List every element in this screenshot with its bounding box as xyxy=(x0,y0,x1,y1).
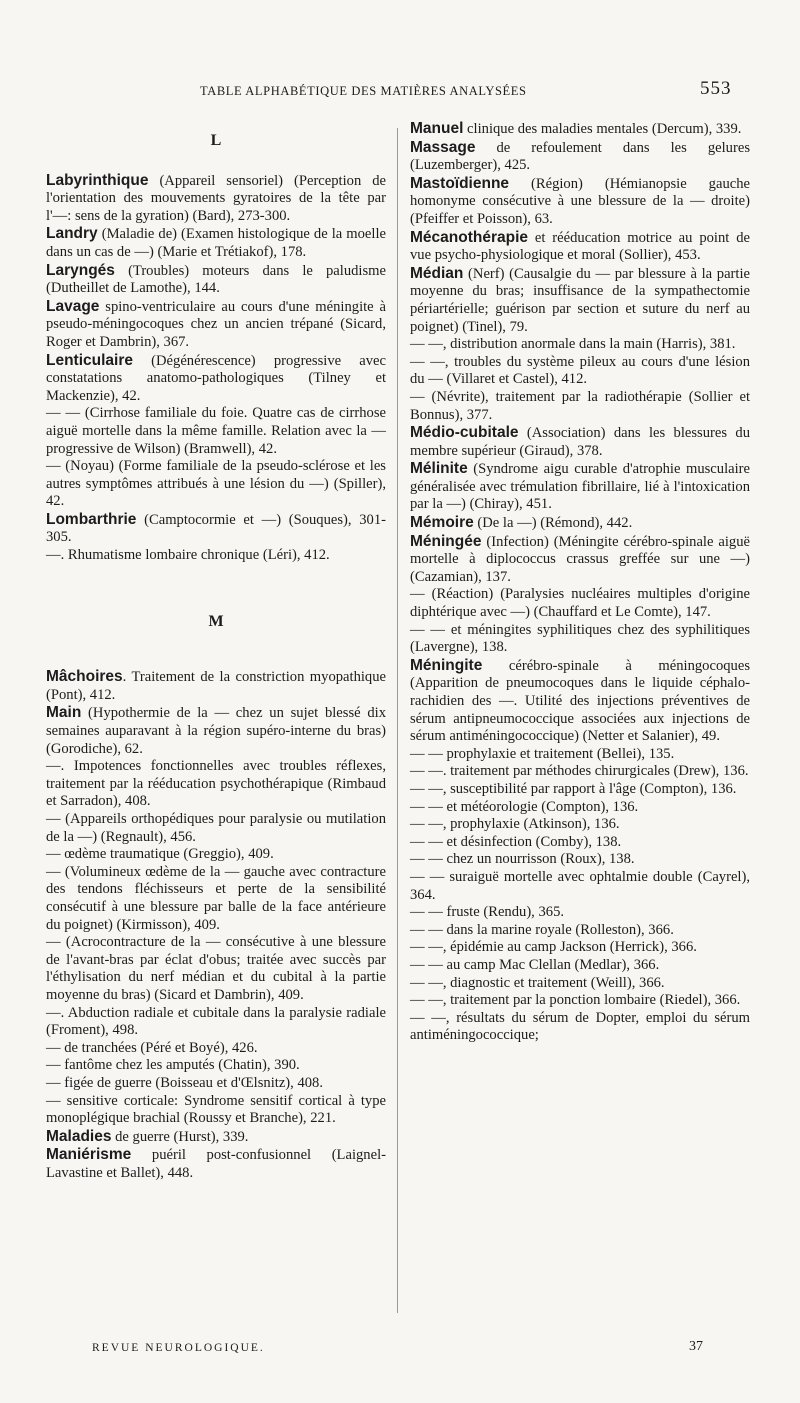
entry-headword: Manuel xyxy=(410,120,464,137)
entry-text: clinique des maladies mentales (Dercum), 339. xyxy=(463,121,742,137)
entry-headword: Mélinite xyxy=(410,460,468,478)
index-entry xyxy=(46,934,386,1004)
index-entry xyxy=(410,424,750,460)
entry-text: — — dans la marine royale (Rolleston), 366. xyxy=(410,921,674,938)
entry-headword: Massage xyxy=(410,138,476,156)
entry-text: (Association) dans les blessures du membre supérieur (Giraud), 378. xyxy=(410,425,750,459)
entry-headword: Labyrinthique xyxy=(46,171,149,189)
index-entry xyxy=(46,668,386,704)
entry-text: — (Acrocontracture de la — consécutive à une blessure de l'avant-bras par éclat d'obus; traitée avec succès par l'éthylisation du nerf médian et du cubital à la partie moyenne du bras) (Sicard et Dambrin), 409. xyxy=(46,934,386,1003)
index-entry xyxy=(410,851,750,869)
index-entry xyxy=(46,547,386,565)
index-entry xyxy=(410,1010,750,1045)
entry-text: (Infection) (Méningite cérébro-spinale aiguë mortelle à diplococcus crassus greffée sur une —) (Cazamian), 137. xyxy=(410,533,750,585)
index-entry xyxy=(46,1040,386,1058)
entry-text: — — et désinfection (Comby), 138. xyxy=(410,833,622,850)
entry-headword: Mâchoires xyxy=(46,668,123,686)
entry-text: spino-ventriculaire au cours d'une méningite à pseudo-méningocoques chez un ancien trépané (Sicard, Roger et Dambrin), 367. xyxy=(46,298,386,350)
entry-text: — œdème traumatique (Greggio), 409. xyxy=(46,846,274,863)
index-entry xyxy=(410,816,750,834)
index-entry xyxy=(410,265,750,336)
entry-text: — fantôme chez les amputés (Chatin), 390. xyxy=(46,1057,300,1074)
index-entry xyxy=(410,763,750,781)
entry-text: — —, résultats du sérum de Dopter, emploi du sérum antiméningococcique; xyxy=(410,1009,750,1044)
index-entry xyxy=(410,869,750,904)
footer-journal-name: REVUE NEUROLOGIQUE. xyxy=(92,1342,265,1354)
entry-text: cérébro-spinale à méningocoques (Apparition de pneumocoques dans le liquide céphalo-rachidien des —. Utilité des injections préventives de sérum antipneumococcique associées aux injections de sérum antiméningococcique) (Netter et Salanier), 49. xyxy=(410,657,750,745)
entry-headword: Mémoire xyxy=(410,514,474,532)
index-entry xyxy=(410,904,750,922)
entry-headword: Mastoïdienne xyxy=(410,174,510,192)
entry-headword: Maladies xyxy=(46,1127,112,1145)
entry-text: — — fruste (Rendu), 365. xyxy=(410,904,565,921)
index-entry xyxy=(410,586,750,621)
entry-text: puéril post-confusionnel (Laignel-Lavastine et Ballet), 448. xyxy=(46,1147,386,1181)
index-entry xyxy=(46,1093,386,1128)
index-entry xyxy=(46,811,386,846)
index-entry xyxy=(46,458,386,511)
entry-text: (Troubles) moteurs dans le paludisme (Dutheillet de Lamothe), 144. xyxy=(46,262,386,297)
entry-text: — —. traitement par méthodes chirurgicales (Drew), 136. xyxy=(410,763,749,780)
index-entry xyxy=(46,864,386,934)
index-entry xyxy=(46,758,386,811)
entry-text: — — au camp Mac Clellan (Medlar), 366. xyxy=(410,956,660,973)
entry-text: et rééducation motrice au point de vue psycho-physiologique et moral (Sollier), 453. xyxy=(410,229,750,264)
entry-headword: Lenticulaire xyxy=(46,351,133,369)
entry-text: — — (Cirrhose familiale du foie. Quatre cas de cirrhose aiguë mortelle dans la même famille. Relation avec la — progressive de Wilson) (Bramwell), 42. xyxy=(46,405,386,457)
entry-text: — — suraiguë mortelle avec ophtalmie double (Cayrel), 364. xyxy=(410,868,750,903)
index-entry xyxy=(410,514,750,533)
entry-text: — —, traitement par la ponction lombaire (Riedel), 366. xyxy=(410,992,741,1009)
index-entry xyxy=(410,120,750,139)
entry-text: (De la —) (Rémond), 442. xyxy=(473,515,633,532)
entry-headword: Médio-cubitale xyxy=(410,424,519,442)
entry-text: — —, distribution anormale dans la main (Harris), 381. xyxy=(410,336,736,353)
index-entry xyxy=(410,622,750,657)
index-entry xyxy=(410,957,750,975)
entry-headword: Laryngés xyxy=(46,261,115,279)
entry-headword: Méningée xyxy=(410,532,482,550)
entry-text: — — et météorologie (Compton), 136. xyxy=(410,798,639,815)
entry-text: — — prophylaxie et traitement (Bellei), 135. xyxy=(410,745,675,762)
entry-text: — —, prophylaxie (Atkinson), 136. xyxy=(410,816,620,833)
entry-headword: Méningite xyxy=(410,656,483,674)
index-entry xyxy=(410,781,750,799)
index-entry xyxy=(46,1128,386,1147)
entry-text: — (Névrite), traitement par la radiothérapie (Sollier et Bonnus), 377. xyxy=(410,388,750,423)
index-entry xyxy=(410,229,750,265)
entry-text: — — et méningites syphilitiques chez des syphilitiques (Lavergne), 138. xyxy=(410,621,750,656)
entry-text: (Région) (Hémianopsie gauche homonyme consécutive à une blessure de la — droite) (Pfeiffer et Poisson), 63. xyxy=(410,175,750,227)
entry-text: — sensitive corticale: Syndrome sensitif cortical à type monoplégique brachial (Roussy et Branche), 221. xyxy=(46,1092,386,1127)
footer-sheet-number: 37 xyxy=(689,1339,703,1354)
column-divider xyxy=(397,128,398,1313)
index-entry xyxy=(46,1057,386,1075)
section-heading-l: L xyxy=(210,132,222,149)
index-entry xyxy=(410,657,750,746)
index-entry xyxy=(410,939,750,957)
index-entry xyxy=(46,1005,386,1040)
entry-text: — — chez un nourrisson (Roux), 138. xyxy=(410,851,635,868)
entry-text: — —, épidémie au camp Jackson (Herrick), 366. xyxy=(410,939,697,956)
entry-text: — figée de guerre (Boisseau et d'Œlsnitz), 408. xyxy=(46,1074,323,1091)
index-entry xyxy=(46,352,386,406)
index-entry xyxy=(410,389,750,424)
index-entry xyxy=(46,298,386,352)
index-entry xyxy=(410,922,750,940)
entry-headword: Lombarthrie xyxy=(46,510,137,528)
entry-text: . Traitement de la constriction myopathique (Pont), 412. xyxy=(46,669,386,703)
entry-text: de guerre (Hurst), 339. xyxy=(111,1128,249,1145)
entry-text: — —, troubles du système pileux au cours d'une lésion du — (Villaret et Castel), 412. xyxy=(410,353,750,388)
index-entry xyxy=(46,1146,386,1182)
entry-text: — —, susceptibilité par rapport à l'âge (Compton), 136. xyxy=(410,780,737,797)
entry-text: — —, diagnostic et traitement (Weill), 366. xyxy=(410,974,665,991)
index-entry xyxy=(410,139,750,175)
entry-text: — (Réaction) (Paralysies nucléaires multiples d'origine diphtérique avec —) (Chauffard et Le Comte), 147. xyxy=(410,586,750,621)
index-entry xyxy=(46,846,386,864)
index-entry xyxy=(410,354,750,389)
entry-text: (Syndrome aigu curable d'atrophie musculaire généralisée avec trémulation fibrillaire, lié à l'intoxication par la —) (Chiray), 451. xyxy=(410,461,750,513)
index-entry xyxy=(46,172,386,226)
entry-text: — (Volumineux œdème de la — gauche avec contracture des tendons fléchisseurs et perte de la sensibilité consécutif à une blessure par balle de la face antérieure du poignet) (Kirmisson), 409. xyxy=(46,863,386,933)
index-entry xyxy=(410,175,750,229)
index-entry xyxy=(410,746,750,764)
index-entry xyxy=(46,262,386,298)
left-column xyxy=(46,120,386,1182)
entries-right-list xyxy=(410,120,750,1045)
index-entry xyxy=(46,1075,386,1093)
index-entry xyxy=(46,511,386,547)
running-title: TABLE ALPHABÉTIQUE DES MATIÈRES ANALYSÉES xyxy=(200,84,527,98)
entry-text: (Nerf) (Causalgie du — par blessure à la partie moyenne du bras; insuffisance de la sympathectomie périartérielle; guérison par section et suture du nerf au poignet) (Tinel), 79. xyxy=(410,265,750,335)
index-entry xyxy=(46,704,386,758)
index-entry xyxy=(410,834,750,852)
entry-headword: Maniérisme xyxy=(46,1146,132,1164)
entry-text: — (Appareils orthopédiques pour paralysie ou mutilation de la —) (Regnault), 456. xyxy=(46,811,386,845)
entries-m-list xyxy=(46,668,386,1182)
entry-headword: Lavage xyxy=(46,297,100,315)
entry-text: —. Impotences fonctionnelles avec troubles réflexes, traitement par la rééducation psychothérapique (Rimbaud et Sarradon), 408. xyxy=(46,758,386,810)
entry-headword: Landry xyxy=(46,225,98,243)
index-entry xyxy=(410,533,750,587)
entry-text: — de tranchées (Péré et Boyé), 426. xyxy=(46,1039,258,1056)
index-entry xyxy=(410,975,750,993)
index-entry xyxy=(410,799,750,817)
entries-l-list xyxy=(46,172,386,565)
entry-text: —. Rhumatisme lombaire chronique (Léri), 412. xyxy=(46,547,330,564)
entry-headword: Mécanothérapie xyxy=(410,228,529,246)
index-entry xyxy=(46,405,386,458)
entry-text: (Camptocormie et —) (Souques), 301-305. xyxy=(46,511,386,546)
index-entry xyxy=(410,460,750,514)
entry-text: (Appareil sensoriel) (Perception de l'orientation des mouvements gyratoires de la tête par l'—: sens de la gyration) (Bard), 273-300. xyxy=(46,172,386,224)
entry-text: (Maladie de) (Examen histologique de la moelle dans un cas de —) (Marie et Trétiakof), 178. xyxy=(46,226,386,260)
right-column xyxy=(410,120,750,1045)
entry-headword: Médian xyxy=(410,264,464,282)
entry-text: — (Noyau) (Forme familiale de la pseudo-sclérose et les autres symptômes attribués à une lésion du —) (Spiller), 42. xyxy=(46,458,386,510)
entry-text: (Hypothermie de la — chez un sujet blessé dix semaines auparavant à la région supéro-interne du bras) (Gorodiche), 62. xyxy=(46,705,386,757)
page-number: 553 xyxy=(700,78,732,99)
index-entry xyxy=(410,992,750,1010)
entry-text: de refoulement dans les gelures (Luzemberger), 425. xyxy=(410,139,750,174)
index-entry xyxy=(410,336,750,354)
entry-text: —. Abduction radiale et cubitale dans la paralysie radiale (Froment), 498. xyxy=(46,1004,386,1039)
entry-headword: Main xyxy=(46,704,82,722)
index-entry xyxy=(46,225,386,261)
section-heading-m: M xyxy=(208,612,224,630)
entry-text: (Dégénérescence) progressive avec constatations anatomo-pathologiques (Tilney et Mackenzie), 42. xyxy=(46,352,386,404)
